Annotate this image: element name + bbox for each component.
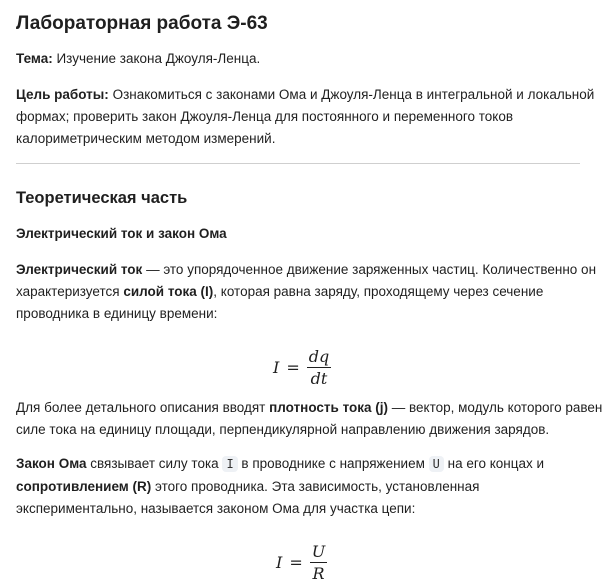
formula-current-eq: = <box>286 358 300 377</box>
goal-text-1: Ознакомиться с законами Ома и Джоуля-Ленца в интегральной и локальной <box>108 87 595 102</box>
formula-ohm-fraction <box>310 543 327 582</box>
formula-current-denominator: dt <box>310 369 328 388</box>
formula-ohm-lhs: I <box>276 553 283 572</box>
p3-text-2: этого проводника. Эта зависимость, установленная <box>151 479 480 494</box>
page-title: Лабораторная работа Э-63 <box>16 13 268 34</box>
section-heading: Теоретическая часть <box>16 189 188 207</box>
p2-text-1a: Для более детального описания вводят <box>16 400 270 415</box>
p2-line-1 <box>16 397 602 419</box>
p2-text-1b: — вектор, модуль которого равен <box>388 400 603 415</box>
formula-ohm-eq: = <box>289 553 303 572</box>
topic-label: Тема: <box>16 51 53 66</box>
current-term: Электрический ток <box>16 262 143 277</box>
p3-line-3: экспериментально, называется законом Ома для участка цепи: <box>16 501 416 516</box>
goal-line-2: формах; проверить закон Джоуля-Ленца для постоянного и переменного токов <box>16 109 514 124</box>
p1-text-1: — это упорядоченное движение заряженных частиц. Количественно он <box>142 262 597 277</box>
goal-label: Цель работы: <box>16 87 109 102</box>
p3-text-1c: на его концах и <box>443 456 545 471</box>
p1-line-1 <box>16 259 596 281</box>
p2-line-2: силе тока на единицу площади, перпендикулярной направлению движения зарядов. <box>16 422 550 437</box>
formula-ohm-numerator: U <box>311 542 326 561</box>
formula-current-lhs: I <box>273 358 280 377</box>
subsection-heading: Электрический ток и закон Ома <box>16 226 227 241</box>
p1-line-3: проводника в единицу времени: <box>16 306 218 321</box>
formula-current-fraction <box>307 348 331 387</box>
p1-text-2b: , которая равна заряду, проходящему через сечение <box>213 284 544 299</box>
goal-line-1 <box>16 84 594 106</box>
p1-text-2a: характеризуется <box>16 284 124 299</box>
p3-line-2 <box>16 476 479 498</box>
formula-current-numerator: dq <box>308 347 330 366</box>
resistance-term: сопротивлением (R) <box>16 479 152 494</box>
inline-code-i: I <box>222 456 237 472</box>
formula-ohm <box>276 543 327 582</box>
topic-text: Изучение закона Джоуля-Ленца. <box>52 51 261 66</box>
formula-ohm-denominator: R <box>312 564 325 583</box>
current-strength-term: силой тока (I) <box>123 284 214 299</box>
inline-code-u: U <box>429 456 444 472</box>
topic-line <box>16 48 260 70</box>
p3-text-1b: в проводнике с напряжением <box>237 456 429 471</box>
p1-line-2 <box>16 281 543 303</box>
p3-text-1a: связывает силу тока <box>86 456 223 471</box>
section-divider <box>16 163 580 164</box>
p3-line-1 <box>16 453 544 475</box>
formula-current <box>273 348 331 387</box>
ohm-law-term: Закон Ома <box>16 456 87 471</box>
goal-line-3: калориметрическим методом измерений. <box>16 131 276 146</box>
current-density-term: плотность тока (j) <box>269 400 389 415</box>
